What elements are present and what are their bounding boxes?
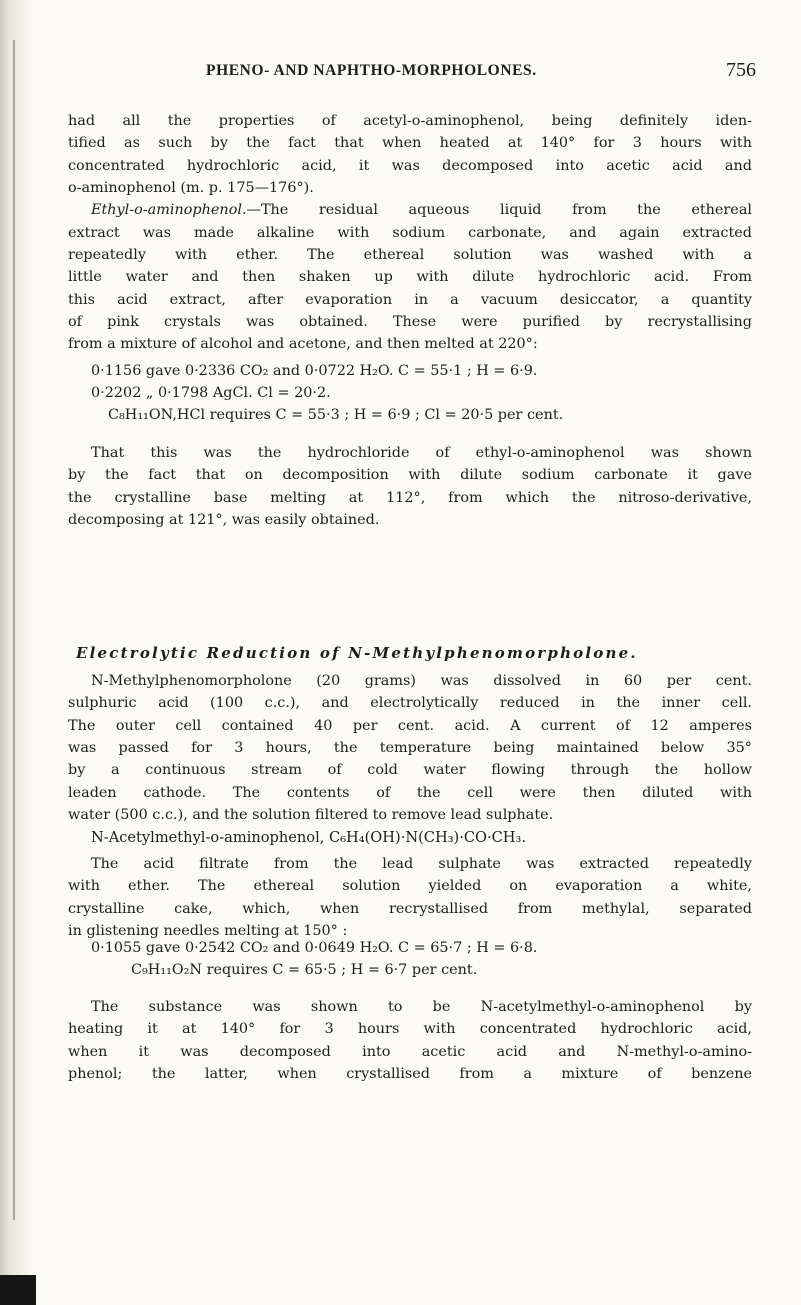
text-line: by a continuous stream of cold water flowing through the hollow <box>68 762 752 779</box>
section-heading: Electrolytic Reduction of N-Methylphenomorpholone. <box>76 644 638 662</box>
analysis-line: 0·1055 gave 0·2542 CO₂ and 0·0649 H₂O. C = 65·7 ; H = 6·8. <box>91 940 538 956</box>
text-line <box>68 199 752 221</box>
paragraph-substance-shown <box>68 996 752 1085</box>
paragraph-electrolytic-reduction <box>68 670 752 826</box>
analysis-requirement: C₉H₁₁O₂N requires C = 65·5 ; H = 6·7 per cent. <box>131 962 478 978</box>
binding-edge <box>13 40 15 1220</box>
text-line: this acid extract, after evaporation in a vacuum desiccator, a quantity <box>68 291 752 308</box>
text-line: with ether. The ethereal solution yielded on evaporation a white, <box>68 878 752 895</box>
text-line: had all the properties of acetyl-o-aminophenol, being definitely iden- <box>68 113 752 129</box>
analysis-line: 0·1156 gave 0·2336 CO₂ and 0·0722 H₂O. C = 55·1 ; H = 6·9. <box>91 363 538 379</box>
analysis-requirement: C₈H₁₁ON,HCl requires C = 55·3 ; H = 6·9 ; Cl = 20·5 per cent. <box>108 407 564 423</box>
text-line: from a mixture of alcohol and acetone, and then melted at 220°: <box>68 336 538 353</box>
text-line: N-Methylphenomorpholone (20 grams) was dissolved in 60 per cent. <box>91 673 752 689</box>
text-line: tified as such by the fact that when heated at 140° for 3 hours with <box>68 135 752 152</box>
text-line: The outer cell contained 40 per cent. acid. A current of 12 amperes <box>68 717 752 734</box>
compound-subheading: N-Acetylmethyl-o-aminophenol, C₆H₄(OH)·N(CH₃)·CO·CH₃. <box>91 829 527 846</box>
text-line: in glistening needles melting at 150° : <box>68 923 348 940</box>
page-gutter-shadow <box>0 0 34 1305</box>
text-line: crystalline cake, which, when recrystallised from methylal, separated <box>68 900 752 917</box>
text-line: water (500 c.c.), and the solution filtered to remove lead sulphate. <box>68 807 554 824</box>
running-head-title: PHENO- AND NAPHTHO-MORPHOLONES. <box>206 62 537 79</box>
text-line: extract was made alkaline with sodium carbonate, and again extracted <box>68 224 752 241</box>
text-line: by the fact that on decomposition with dilute sodium carbonate it gave <box>68 467 752 484</box>
text-line: heating it at 140° for 3 hours with concentrated hydrochloric acid, <box>68 1021 752 1038</box>
paragraph-ethyl-aminophenol <box>68 199 752 355</box>
text-line: was passed for 3 hours, the temperature being maintained below 35° <box>68 740 752 757</box>
text-fragment: —The residual aqueous liquid from the ethereal <box>246 202 752 219</box>
text-line: phenol; the latter, when crystallised from a mixture of benzene <box>68 1066 752 1083</box>
running-header <box>206 59 756 86</box>
text-line: sulphuric acid (100 c.c.), and electrolytically reduced in the inner cell. <box>68 695 752 712</box>
page-number: 756 <box>726 59 756 81</box>
text-line: o-aminophenol (m. p. 175—176°). <box>68 180 314 197</box>
paragraph-hydrochloride <box>68 442 752 531</box>
ethyl-aminophenol-heading: Ethyl-o-aminophenol. <box>91 202 247 219</box>
text-line: leaden cathode. The contents of the cell were then diluted with <box>68 784 752 801</box>
binding-corner <box>0 1275 36 1305</box>
text-line: when it was decomposed into acetic acid and N-methyl-o-amino- <box>68 1043 752 1060</box>
text-line: The substance was shown to be N-acetylmethyl-o-aminophenol by <box>91 999 752 1015</box>
paragraph-acid-filtrate <box>68 853 752 942</box>
text-line: repeatedly with ether. The ethereal solution was washed with a <box>68 247 752 264</box>
text-line: decomposing at 121°, was easily obtained. <box>68 512 380 529</box>
text-line: concentrated hydrochloric acid, it was decomposed into acetic acid and <box>68 157 752 174</box>
text-line: the crystalline base melting at 112°, from which the nitroso-derivative, <box>68 489 752 506</box>
analysis-line: 0·2202 „ 0·1798 AgCl. Cl = 20·2. <box>91 385 331 401</box>
text-line: of pink crystals was obtained. These were purified by recrystallising <box>68 314 752 331</box>
text-line: little water and then shaken up with dilute hydrochloric acid. From <box>68 269 752 286</box>
text-line: The acid filtrate from the lead sulphate was extracted repeatedly <box>91 856 752 872</box>
text-line: That this was the hydrochloride of ethyl-o-aminophenol was shown <box>91 445 752 461</box>
paragraph-acetyl-aminophenol <box>68 110 752 199</box>
